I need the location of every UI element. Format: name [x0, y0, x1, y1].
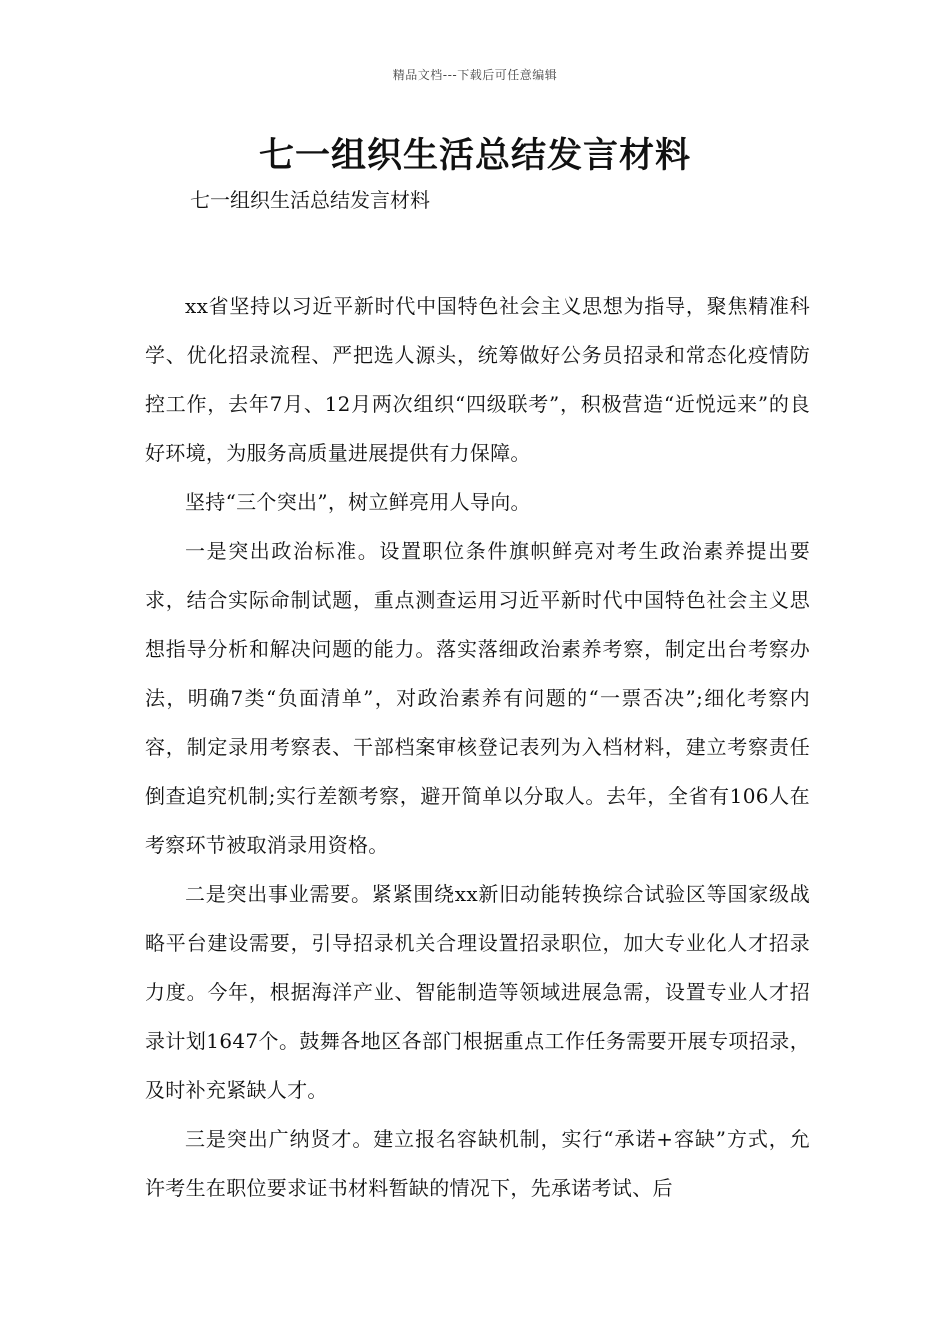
paragraph-intro: xx省坚持以习近平新时代中国特色社会主义思想为指导，聚焦精准科学、优化招录流程、严把选人源头，统筹做好公务员招录和常态化疫情防控工作，去年7月、12月两次组织“四级联考”，积极营造“近悦远来”的良好环境，为服务高质量进展提供有力保障。: [145, 294, 810, 465]
paragraph-talent-recruitment: 三是突出广纳贤才。建立报名容缺机制，实行“承诺+容缺”方式，允许考生在职位要求证书材料暂缺的情况下，先承诺考试、后: [145, 1127, 810, 1200]
document-body: [145, 282, 810, 1213]
document-subtitle: 七一组织生活总结发言材料: [190, 188, 430, 212]
header-note: 精品文档---下载后可任意编辑: [392, 68, 558, 82]
paragraph-career-needs: 二是突出事业需要。紧紧围绕xx新旧动能转换综合试验区等国家级战略平台建设需要，引导招录机关合理设置招录职位，加大专业化人才招录力度。今年，根据海洋产业、智能制造等领域进展急需，设置专业人才招录计划1647个。鼓舞各地区各部门根据重点工作任务需要开展专项招录，及时补充紧缺人才。: [145, 882, 810, 1102]
paragraph-political-standard: 一是突出政治标准。设置职位条件旗帜鲜亮对考生政治素养提出要求，结合实际命制试题，重点测查运用习近平新时代中国特色社会主义思想指导分析和解决问题的能力。落实落细政治素养考察，制定出台考察办法，明确7类“负面清单”，对政治素养有问题的“一票否决”;细化考察内容，制定录用考察表、干部档案审核登记表列为入档材料，建立考察责任倒查追究机制;实行差额考察，避开简单以分取人。去年，全省有106人在考察环节被取消录用资格。: [145, 539, 810, 857]
document-title: 七一组织生活总结发言材料: [258, 136, 691, 176]
paragraph-heading: 坚持“三个突出”，树立鲜亮用人导向。: [185, 490, 531, 514]
